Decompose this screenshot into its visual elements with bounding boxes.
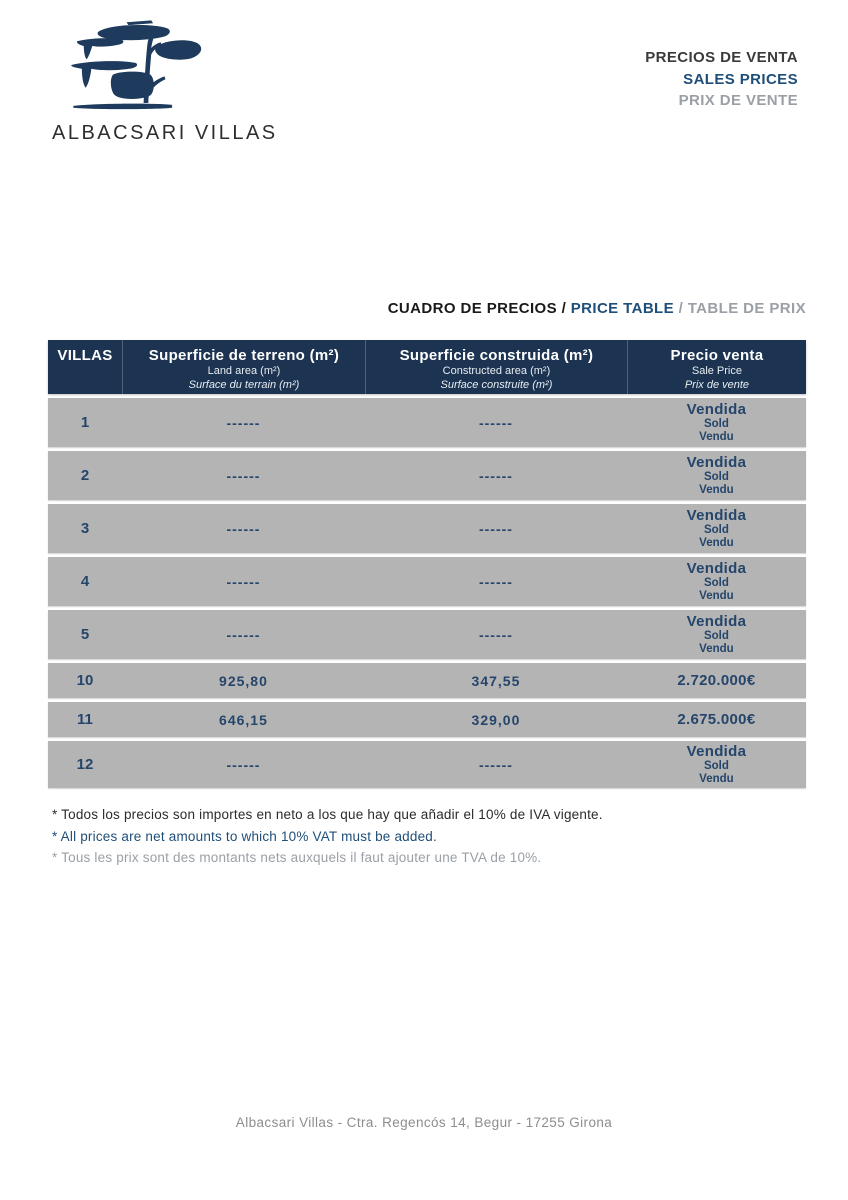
price-value: 2.675.000€ xyxy=(677,711,756,728)
villa-number: 3 xyxy=(80,520,90,537)
land-area-value: ------ xyxy=(226,467,261,484)
title-es: PRECIOS DE VENTA xyxy=(645,49,798,66)
footer-address: Albacsari Villas - Ctra. Regencós 14, Begur - 17255 Girona xyxy=(235,1115,613,1130)
built-area-value: 329,00 xyxy=(471,711,521,728)
header-built-area: Superficie construida (m²) Constructed area (m²) Surface construite (m²) xyxy=(365,340,627,394)
section-title xyxy=(388,300,806,317)
footnote-fr: * Tous les prix sont des montants nets auxquels il faut ajouter une TVA de 10%. xyxy=(52,850,542,865)
built-area-value: ------ xyxy=(478,626,513,643)
villa-number: 5 xyxy=(80,626,90,643)
brand-block xyxy=(52,14,278,145)
table-row-villa-1 xyxy=(48,398,806,447)
separator: / xyxy=(674,300,688,317)
villa-number: 12 xyxy=(76,756,94,773)
land-area-value: ------ xyxy=(226,520,261,537)
villa-number: 2 xyxy=(80,467,90,484)
price-value: Vendida Sold Vendu xyxy=(686,742,747,785)
price-value: Vendida Sold Vendu xyxy=(686,400,747,443)
price-value: 2.720.000€ xyxy=(677,672,756,689)
built-area-value: ------ xyxy=(478,520,513,537)
title-en: SALES PRICES xyxy=(683,70,798,88)
land-area-value: 925,80 xyxy=(219,672,268,689)
header-land-area: Superficie de terreno (m²) Land area (m²) Surface du terrain (m²) xyxy=(122,340,365,394)
document-title-block xyxy=(645,47,798,112)
built-area-value: ------ xyxy=(478,573,513,590)
price-value: Vendida Sold Vendu xyxy=(686,559,747,602)
land-area-value: ------ xyxy=(226,756,261,773)
header-villas: VILLAS xyxy=(57,347,113,364)
villa-number: 1 xyxy=(80,414,90,431)
villa-number: 11 xyxy=(77,711,93,728)
brand-name: ALBACSARI VILLAS xyxy=(52,122,278,144)
table-row-villa-5 xyxy=(48,610,806,659)
title-fr: PRIX DE VENTE xyxy=(678,92,798,109)
price-value: Vendida Sold Vendu xyxy=(686,612,747,655)
table-row-villa-3 xyxy=(48,504,806,553)
price-value: Vendida Sold Vendu xyxy=(686,506,747,549)
land-area-value: ------ xyxy=(226,414,261,431)
land-area-value: ------ xyxy=(226,626,261,643)
table-row-villa-11 xyxy=(48,702,806,737)
built-area-value: ------ xyxy=(478,467,513,484)
footnote-es: * Todos los precios son importes en neto a los que hay que añadir el 10% de IVA vigente. xyxy=(52,807,603,822)
built-area-value: ------ xyxy=(478,756,513,773)
pine-tree-logo-icon xyxy=(60,14,212,116)
footnote-en: * All prices are net amounts to which 10% VAT must be added. xyxy=(52,828,437,844)
villa-number: 4 xyxy=(80,573,90,590)
header-sale-price: Precio venta Sale Price Prix de vente xyxy=(627,340,806,394)
built-area-value: 347,55 xyxy=(471,672,521,689)
table-row-villa-2 xyxy=(48,451,806,500)
table-row-villa-4 xyxy=(48,557,806,606)
section-title-es: CUADRO DE PRECIOS xyxy=(387,300,558,317)
table-row-villa-12 xyxy=(48,741,806,788)
price-table xyxy=(48,340,806,792)
price-value: Vendida Sold Vendu xyxy=(686,453,747,496)
villa-number: 10 xyxy=(76,672,94,689)
section-title-fr: TABLE DE PRIX xyxy=(687,300,806,317)
land-area-value: ------ xyxy=(226,573,261,590)
table-header-row xyxy=(48,340,806,394)
footnotes xyxy=(52,804,603,869)
section-title-en: PRICE TABLE xyxy=(570,300,675,317)
land-area-value: 646,15 xyxy=(219,711,268,728)
built-area-value: ------ xyxy=(478,414,513,431)
separator: / xyxy=(557,300,571,317)
table-row-villa-10 xyxy=(48,663,806,698)
